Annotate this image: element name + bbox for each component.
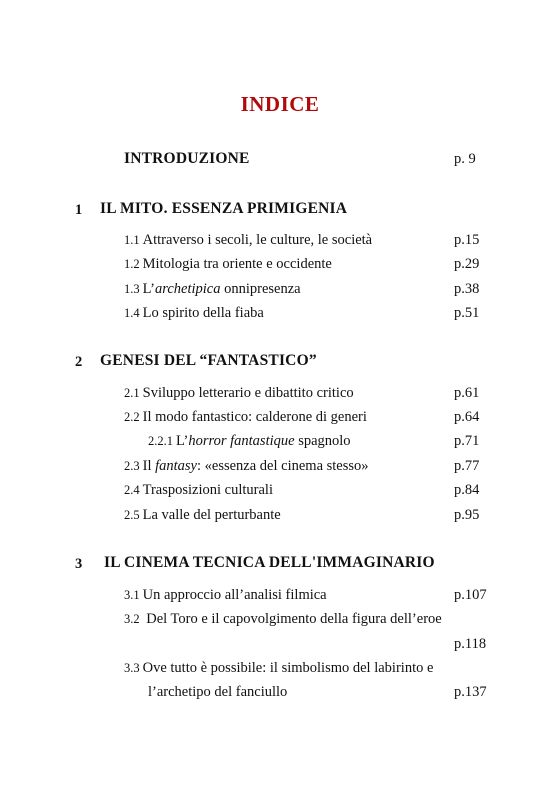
- entry-text: Del Toro e il capovolgimento della figura dell’eroe: [142, 611, 442, 627]
- entry-text: Ove tutto è possibile: il simbolismo del labirinto e: [142, 660, 434, 676]
- toc-page-2-2: p.64: [454, 409, 480, 425]
- entry-text: Trasposizioni culturali: [142, 482, 273, 498]
- entry-number: 1.4: [124, 306, 140, 320]
- entry-number: 2.4: [124, 483, 140, 497]
- entry-number: 3.2: [124, 612, 140, 626]
- entry-text-rest: onnipresenza: [220, 281, 301, 297]
- toc-page-3-2: p.118: [454, 636, 487, 652]
- entry-text: La valle del perturbante: [142, 507, 281, 523]
- toc-entry-2-3: [124, 458, 369, 475]
- toc-page-2-3: p.77: [454, 458, 480, 474]
- toc-entry-1-1: [124, 232, 372, 249]
- toc-entry-2-2: [124, 409, 367, 426]
- toc-entry-2-1: [124, 385, 354, 402]
- toc-page-1-3: p.38: [454, 281, 480, 297]
- entry-number: 1.2: [124, 257, 140, 271]
- toc-entry-1-3: [124, 281, 301, 298]
- entry-text: Un approccio all’analisi filmica: [142, 587, 327, 603]
- chapter-3-number: 3: [75, 556, 83, 572]
- chapter-1-number: 1: [75, 202, 83, 218]
- entry-text: L’: [142, 281, 155, 297]
- toc-entry-3-3-continuation: l’archetipo del fanciullo: [148, 684, 288, 700]
- toc-page-2-2-1: p.71: [454, 433, 480, 449]
- toc-entry-1-2: [124, 256, 332, 273]
- chapter-2-number: 2: [75, 354, 83, 370]
- toc-entry-3-3: [124, 660, 433, 677]
- entry-text-rest: : «essenza del cinema stesso»: [197, 458, 369, 474]
- entry-text: Sviluppo letterario e dibattito critico: [142, 385, 354, 401]
- page-title: INDICE: [240, 92, 320, 116]
- entry-text-italic: archetipica: [154, 281, 221, 297]
- entry-text: L’: [176, 433, 189, 449]
- entry-number: 2.3: [124, 459, 140, 473]
- toc-page-2-4: p.84: [454, 482, 480, 498]
- toc-entry-1-4: [124, 305, 264, 322]
- toc-page-1-1: p.15: [454, 232, 480, 248]
- entry-number: 1.1: [124, 233, 140, 247]
- entry-text-italic: horror fantastique: [188, 433, 295, 449]
- chapter-1-title: IL MITO. ESSENZA PRIMIGENIA: [100, 200, 348, 217]
- entry-text-italic: fantasy: [155, 458, 197, 474]
- entry-text-rest: spagnolo: [294, 433, 351, 449]
- toc-page-1-2: p.29: [454, 256, 480, 272]
- chapter-2-title: GENESI DEL “FANTASTICO”: [100, 352, 317, 369]
- entry-text: Mitologia tra oriente e occidente: [142, 256, 332, 272]
- entry-number: 2.2.1: [148, 434, 173, 448]
- entry-text: Il: [142, 458, 156, 474]
- entry-number: 3.1: [124, 588, 140, 602]
- toc-entry-2-5: [124, 507, 281, 524]
- entry-number: 2.2: [124, 410, 140, 424]
- entry-number: 2.1: [124, 386, 140, 400]
- entry-number: 2.5: [124, 508, 140, 522]
- toc-page-2-1: p.61: [454, 385, 480, 401]
- entry-text: Il modo fantastico: calderone di generi: [142, 409, 367, 425]
- intro-label: INTRODUZIONE: [124, 150, 250, 167]
- entry-number: 3.3: [124, 661, 140, 675]
- entry-text: Lo spirito della fiaba: [142, 305, 264, 321]
- toc-entry-3-1: [124, 587, 327, 604]
- toc-entry-2-2-1: [148, 433, 351, 450]
- entry-number: 1.3: [124, 282, 140, 296]
- toc-page-3-3: p.137: [454, 684, 487, 700]
- toc-entry-2-4: [124, 482, 273, 499]
- toc-page-1-4: p.51: [454, 305, 480, 321]
- chapter-3-title: IL CINEMA TECNICA DELL'IMMAGINARIO: [104, 554, 435, 571]
- intro-page: p. 9: [454, 151, 476, 167]
- entry-text: Attraverso i secoli, le culture, le società: [142, 232, 373, 248]
- toc-page-3-1: p.107: [454, 587, 487, 603]
- toc-entry-3-2: [124, 611, 442, 628]
- toc-page-2-5: p.95: [454, 507, 480, 523]
